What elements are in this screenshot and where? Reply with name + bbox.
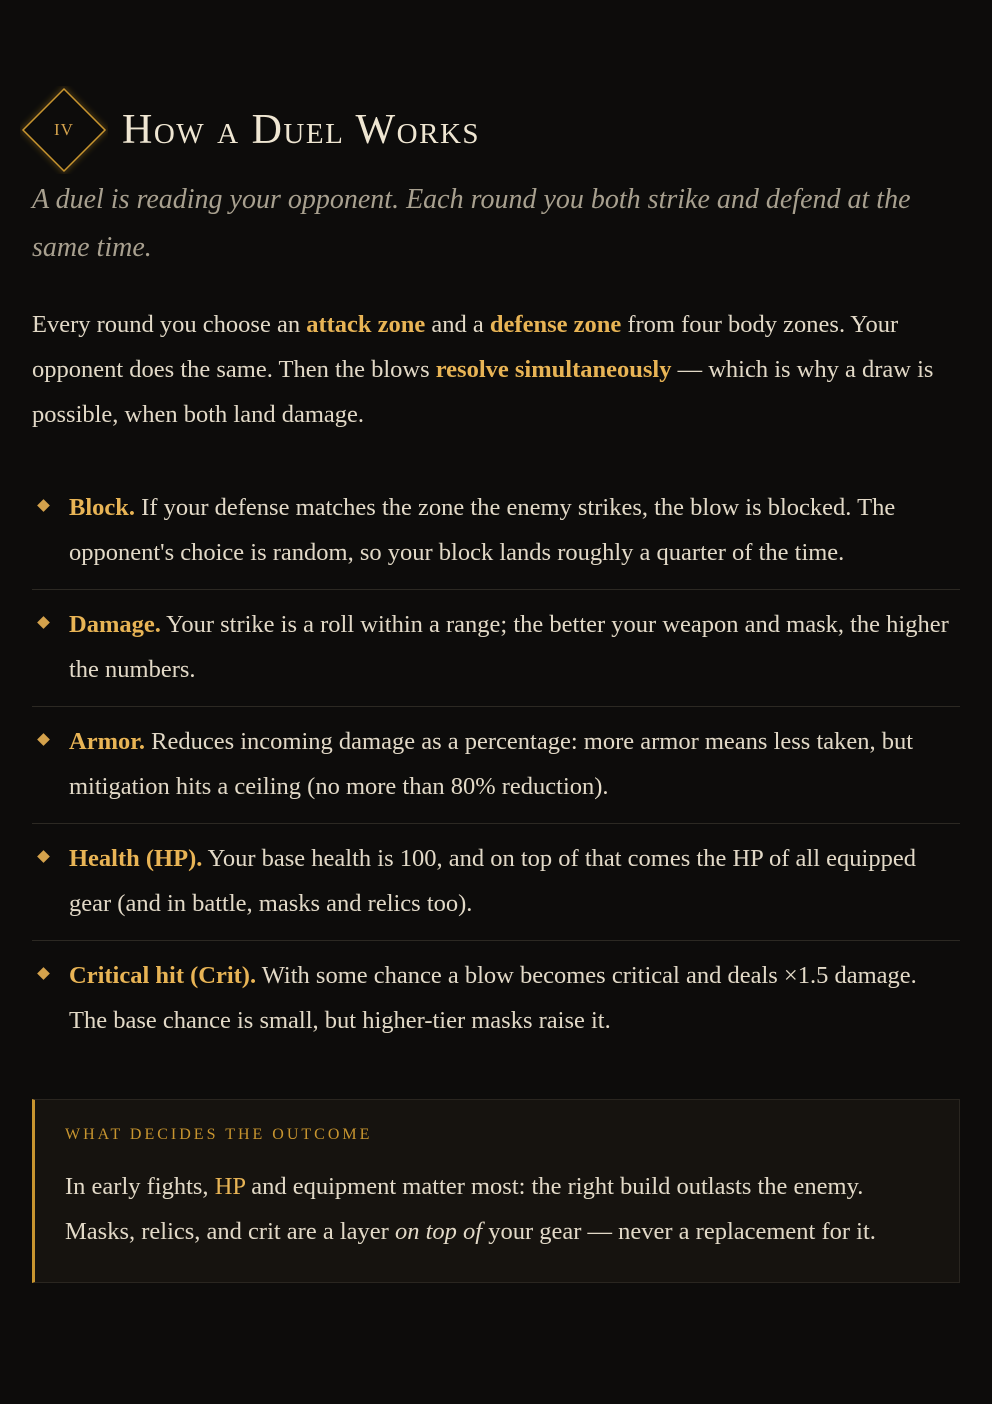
rule-text: Your base health is 100, and on top of that comes the HP of all equipped gear (and in battle, masks and relics too). [69, 845, 916, 917]
duel-section [32, 84, 960, 1283]
emphasis-text: on top of [394, 1218, 483, 1245]
section-heading [32, 84, 960, 176]
diamond-bullet-icon [37, 616, 50, 629]
callout-text-part: and equipment matter most: the right build outlasts the enemy. Masks, relics, and crit are a layer [65, 1173, 864, 1245]
diamond-bullet-icon [37, 850, 50, 863]
rule-armor [32, 707, 960, 824]
defense-zone-term: defense zone [489, 311, 622, 338]
rule-critical-hit [32, 941, 960, 1057]
rules-list [32, 473, 960, 1057]
section-lede: A duel is reading your opponent. Each round you both strike and defend at the same time. [32, 184, 911, 263]
rule-block [32, 473, 960, 590]
intro-text: from four body zones. Your opponent does the same. Then the blows [32, 311, 899, 383]
callout-label: WHAT DECIDES THE OUTCOME [65, 1126, 373, 1143]
intro-text: and a [425, 311, 490, 338]
rule-damage [32, 590, 960, 707]
callout-text-part: your gear — never a replacement for it. [482, 1218, 876, 1245]
attack-zone-term: attack zone [306, 311, 426, 338]
outcome-callout [32, 1099, 960, 1283]
diamond-bullet-icon [37, 967, 50, 980]
rule-title: Critical hit (Crit). [69, 962, 257, 989]
rule-title: Damage. [69, 611, 161, 638]
rule-text: If your defense matches the zone the enemy strikes, the blow is blocked. The opponent's choice is random, so your block lands roughly a quarter of the time. [69, 494, 896, 566]
rule-text: Your strike is a roll within a range; the better your weapon and mask, the higher the numbers. [69, 611, 949, 683]
callout-text [65, 1164, 931, 1254]
rule-text: With some chance a blow becomes critical and deals ×1.5 damage. The base chance is small, but higher-tier masks raise it. [69, 962, 917, 1034]
rule-text: Reduces incoming damage as a percentage: more armor means less taken, but mitigation hits a ceiling (no more than 80% reduction). [69, 728, 914, 800]
diamond-bullet-icon [37, 733, 50, 746]
rule-health [32, 824, 960, 941]
callout-text-part: In early fights, [65, 1173, 215, 1200]
rule-title: Armor. [69, 728, 145, 755]
hp-term: HP [214, 1173, 246, 1200]
section-number: IV [54, 120, 74, 139]
resolve-term: resolve simultaneously [435, 356, 672, 383]
rule-title: Block. [69, 494, 136, 521]
rule-title: Health (HP). [69, 845, 203, 872]
intro-paragraph [32, 302, 960, 437]
intro-text: — which is why a draw is possible, when both land damage. [32, 356, 934, 428]
section-title: How a Duel Works [122, 107, 481, 153]
intro-text: Every round you choose an [32, 311, 307, 338]
section-number-badge [20, 86, 108, 174]
diamond-bullet-icon [37, 499, 50, 512]
